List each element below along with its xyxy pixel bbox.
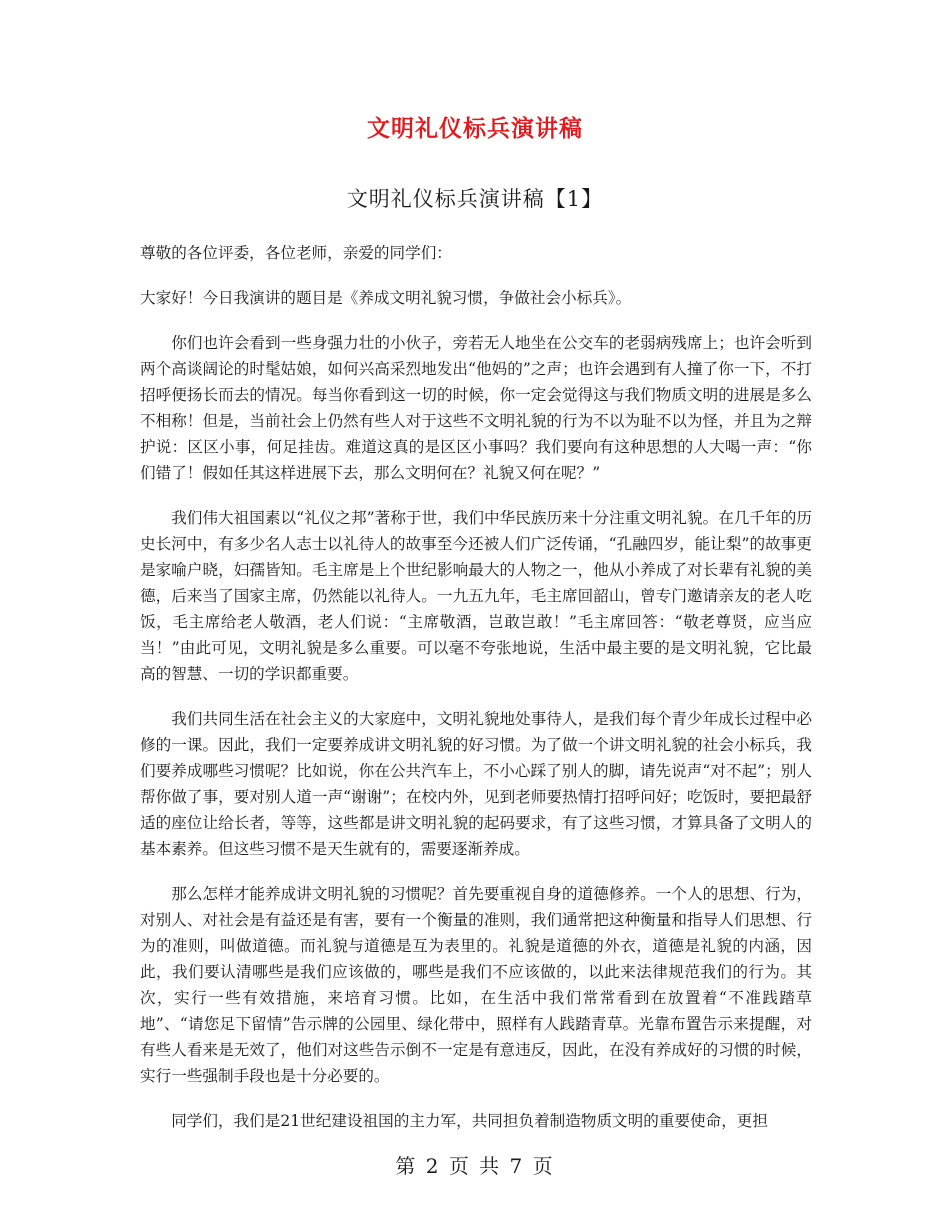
document-title: 文明礼仪标兵演讲稿 <box>367 115 583 142</box>
salutation: 尊敬的各位评委，各位老师，亲爱的同学们： <box>140 244 452 262</box>
page-footer <box>0 1150 950 1179</box>
body-paragraph: 同学们，我们是21世纪建设祖国的主力军，共同担负着制造物质文明的重要使命，更担 <box>171 1112 768 1130</box>
intro-paragraph: 大家好！今日我演讲的题目是《养成文明礼貌习惯，争做社会小标兵》。 <box>140 289 632 307</box>
body-paragraph: 你们也许会看到一些身强力壮的小伙子，旁若无人地坐在公交车的老弱病残席上；也许会听到两个高谈阔论的时髦姑娘，如何兴高采烈地发出“他妈的”之声；也许会遇到有人撞了你一下，不打招呼便扬长而去的情况。每当你看到这一切的时候，你一定会觉得这与我们物质文明的进展是多么不相称！但是，当前社会上仍然有些人对于这些不文明礼貌的行为不以为耻不以为怪，并且为之辩护说：区区小事，何足挂齿。难道这真的是区区小事吗？我们要向有这种思想的人大喝一声：“你们错了！假如任其这样进展下去，那么文明何在？礼貌又何在呢？” <box>140 334 812 482</box>
body-paragraph: 我们伟大祖国素以“礼仪之邦”著称于世，我们中华民族历来十分注重文明礼貌。在几千年的历史长河中，有多少名人志士以礼待人的故事至今还被人们广泛传诵，“孔融四岁，能让梨”的故事更是家喻户晓，妇孺皆知。毛主席是上个世纪影响最大的人物之一，他从小养成了对长辈有礼貌的美德，后来当了国家主席，仍然能以礼待人。一九五九年，毛主席回韶山，曾专门邀请亲友的老人吃饭，毛主席给老人敬酒，老人们说：“主席敬酒，岂敢岂敢！”毛主席回答：“敬老尊贤，应当应当！”由此可见，文明礼貌是多么重要。可以毫不夸张地说，生活中最主要的是文明礼貌，它比最高的智慧、一切的学识都重要。 <box>140 509 812 683</box>
body-paragraph: 我们共同生活在社会主义的大家庭中，文明礼貌地处事待人，是我们每个青少年成长过程中必修的一课。因此，我们一定要养成讲文明礼貌的好习惯。为了做一个讲文明礼貌的社会小标兵，我们要养成哪些习惯呢？比如说，你在公共汽车上，不小心踩了别人的脚，请先说声“对不起”；别人帮你做了事，要对别人道一声“谢谢”；在校内外，见到老师要热情打招呼问好；吃饭时，要把最舒适的座位让给长者，等等，这些都是讲文明礼貌的起码要求，有了这些习惯，才算具备了文明人的基本素养。但这些习惯不是天生就有的，需要逐渐养成。 <box>140 710 812 858</box>
page-number: 第 2 页 共 7 页 <box>395 1154 555 1178</box>
document-body <box>140 240 812 1153</box>
body-paragraph: 那么怎样才能养成讲文明礼貌的习惯呢？首先要重视自身的道德修养。一个人的思想、行为，对别人、对社会是有益还是有害，要有一个衡量的准则，我们通常把这种衡量和指导人们思想、行为的准则，叫做道德。而礼貌与道德是互为表里的。礼貌是道德的外衣，道德是礼貌的内涵，因此，我们要认清哪些是我们应该做的，哪些是我们不应该做的，以此来法律规范我们的行为。其次，实行一些有效措施，来培育习惯。比如，在生活中我们常常看到在放置着“不准践踏草地”、“请您足下留情”告示牌的公园里、绿化带中，照样有人践踏青草。光靠布置告示来提醒，对有些人看来是无效了，他们对这些告示倒不一定是有意违反，因此，在没有养成好的习惯的时候，实行一些强制手段也是十分必要的。 <box>140 885 812 1085</box>
document-subtitle: 文明礼仪标兵演讲稿【1】 <box>346 187 604 211</box>
